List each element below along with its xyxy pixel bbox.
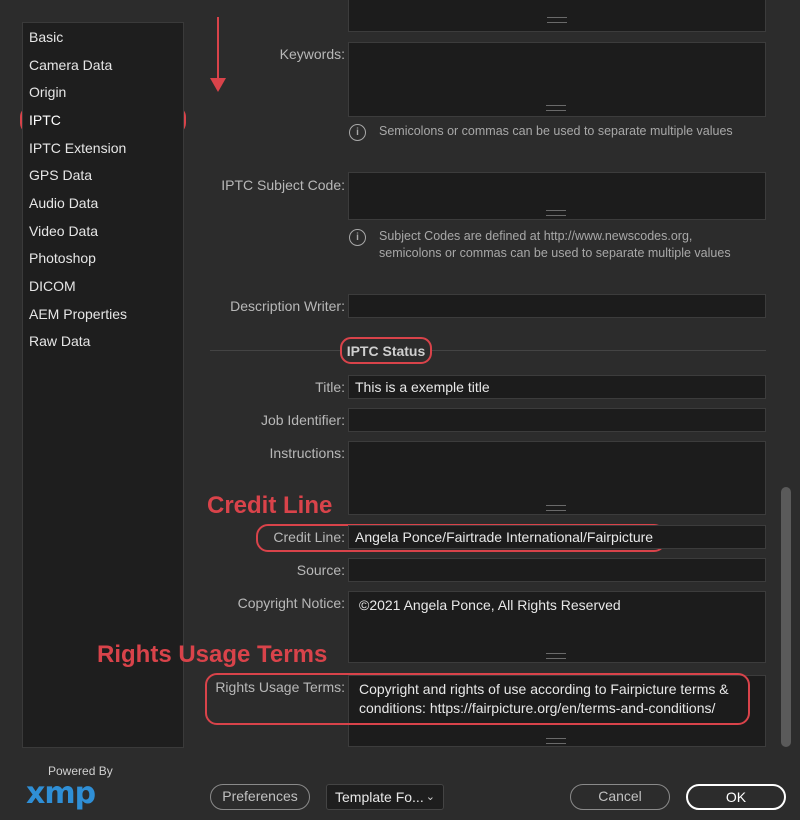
- annotation-arrow-shaft: [217, 17, 219, 87]
- credit-line-label: Credit Line:: [273, 529, 345, 545]
- rights-usage-terms-label: Rights Usage Terms:: [215, 679, 345, 695]
- annotation-rights-usage-terms: Rights Usage Terms: [97, 641, 328, 668]
- sidebar-item-label: Camera Data: [29, 57, 113, 73]
- sidebar-item-label: DICOM: [29, 278, 76, 294]
- scrollbar-thumb[interactable]: [781, 487, 791, 747]
- resize-grip-icon[interactable]: [546, 738, 566, 744]
- resize-grip-icon[interactable]: [546, 653, 566, 659]
- keywords-label: Keywords:: [279, 46, 345, 62]
- sidebar-item-dicom[interactable]: [29, 275, 76, 297]
- copyright-notice-label: Copyright Notice:: [237, 595, 345, 611]
- resize-grip-icon[interactable]: [546, 210, 566, 216]
- sidebar-item-label: Audio Data: [29, 195, 99, 211]
- keywords-hint: Semicolons or commas can be used to separate multiple values: [379, 124, 733, 138]
- sidebar-item-label: AEM Properties: [29, 306, 128, 322]
- description-writer-input[interactable]: [348, 294, 766, 318]
- template-folder-select[interactable]: [326, 784, 444, 810]
- sidebar-item-label: Video Data: [29, 223, 99, 239]
- section-divider: [210, 350, 766, 351]
- source-label: Source:: [296, 562, 345, 578]
- resize-grip-icon[interactable]: [546, 505, 566, 511]
- sidebar-item-label: Photoshop: [29, 250, 96, 266]
- annotation-credit-line: Credit Line: [207, 492, 333, 519]
- sidebar-item-gps-data[interactable]: [29, 164, 92, 186]
- sidebar-item-photoshop[interactable]: [29, 247, 96, 269]
- resize-grip-icon[interactable]: [547, 17, 567, 23]
- previous-field-textarea[interactable]: [348, 0, 766, 32]
- sidebar-item-camera-data[interactable]: [29, 54, 112, 76]
- sidebar-item-iptc-extension[interactable]: [29, 137, 126, 159]
- description-writer-label: Description Writer:: [230, 298, 345, 314]
- sidebar-item-label: Origin: [29, 84, 67, 100]
- subject-code-hint-line2: semicolons or commas can be used to separate multiple values: [379, 246, 731, 260]
- section-title-iptc-status: IPTC Status: [340, 337, 432, 364]
- job-identifier-label: Job Identifier:: [260, 412, 345, 428]
- preferences-button[interactable]: Preferences: [210, 784, 310, 810]
- sidebar-item-label: IPTC Extension: [29, 140, 127, 156]
- info-icon: i: [349, 124, 366, 141]
- sidebar-item-audio-data[interactable]: [29, 192, 98, 214]
- source-input[interactable]: [348, 558, 766, 582]
- instructions-textarea[interactable]: [348, 441, 766, 515]
- sidebar-item-origin[interactable]: [29, 81, 66, 103]
- sidebar-item-label: GPS Data: [29, 167, 93, 183]
- rights-usage-terms-textarea[interactable]: Copyright and rights of use according to Fairpicture terms & conditions: https://fairpicture.org/en/terms-and-conditions/: [348, 675, 766, 747]
- job-identifier-input[interactable]: [348, 408, 766, 432]
- copyright-notice-textarea[interactable]: ©2021 Angela Ponce, All Rights Reserved: [348, 591, 766, 663]
- subject-code-label: IPTC Subject Code:: [221, 177, 345, 193]
- sidebar-item-iptc[interactable]: [29, 109, 61, 131]
- title-input[interactable]: This is a exemple title: [348, 375, 766, 399]
- title-label: Title:: [315, 379, 345, 395]
- sidebar-item-video-data[interactable]: [29, 220, 98, 242]
- xmp-logo: xmp: [26, 776, 96, 811]
- chevron-down-icon: ⌄: [425, 791, 435, 803]
- annotation-arrow-head: [210, 78, 226, 92]
- sidebar-item-label: Basic: [29, 29, 64, 45]
- sidebar-item-basic[interactable]: [29, 26, 63, 48]
- resize-grip-icon[interactable]: [546, 105, 566, 111]
- sidebar: [22, 22, 184, 748]
- credit-line-input[interactable]: Angela Ponce/Fairtrade International/Fairpicture: [348, 525, 766, 549]
- template-select-value: Template Fo...: [335, 789, 424, 805]
- subject-code-hint-line1: Subject Codes are defined at http://www.newscodes.org,: [379, 229, 693, 243]
- ok-button[interactable]: OK: [686, 784, 786, 810]
- cancel-button[interactable]: Cancel: [570, 784, 670, 810]
- info-icon: i: [349, 229, 366, 246]
- sidebar-item-aem-properties[interactable]: [29, 303, 127, 325]
- sidebar-item-label: Raw Data: [29, 333, 91, 349]
- sidebar-item-label: IPTC: [29, 112, 61, 128]
- powered-by-text: Powered By: [48, 764, 113, 778]
- sidebar-item-raw-data[interactable]: [29, 330, 90, 352]
- instructions-label: Instructions:: [269, 445, 345, 461]
